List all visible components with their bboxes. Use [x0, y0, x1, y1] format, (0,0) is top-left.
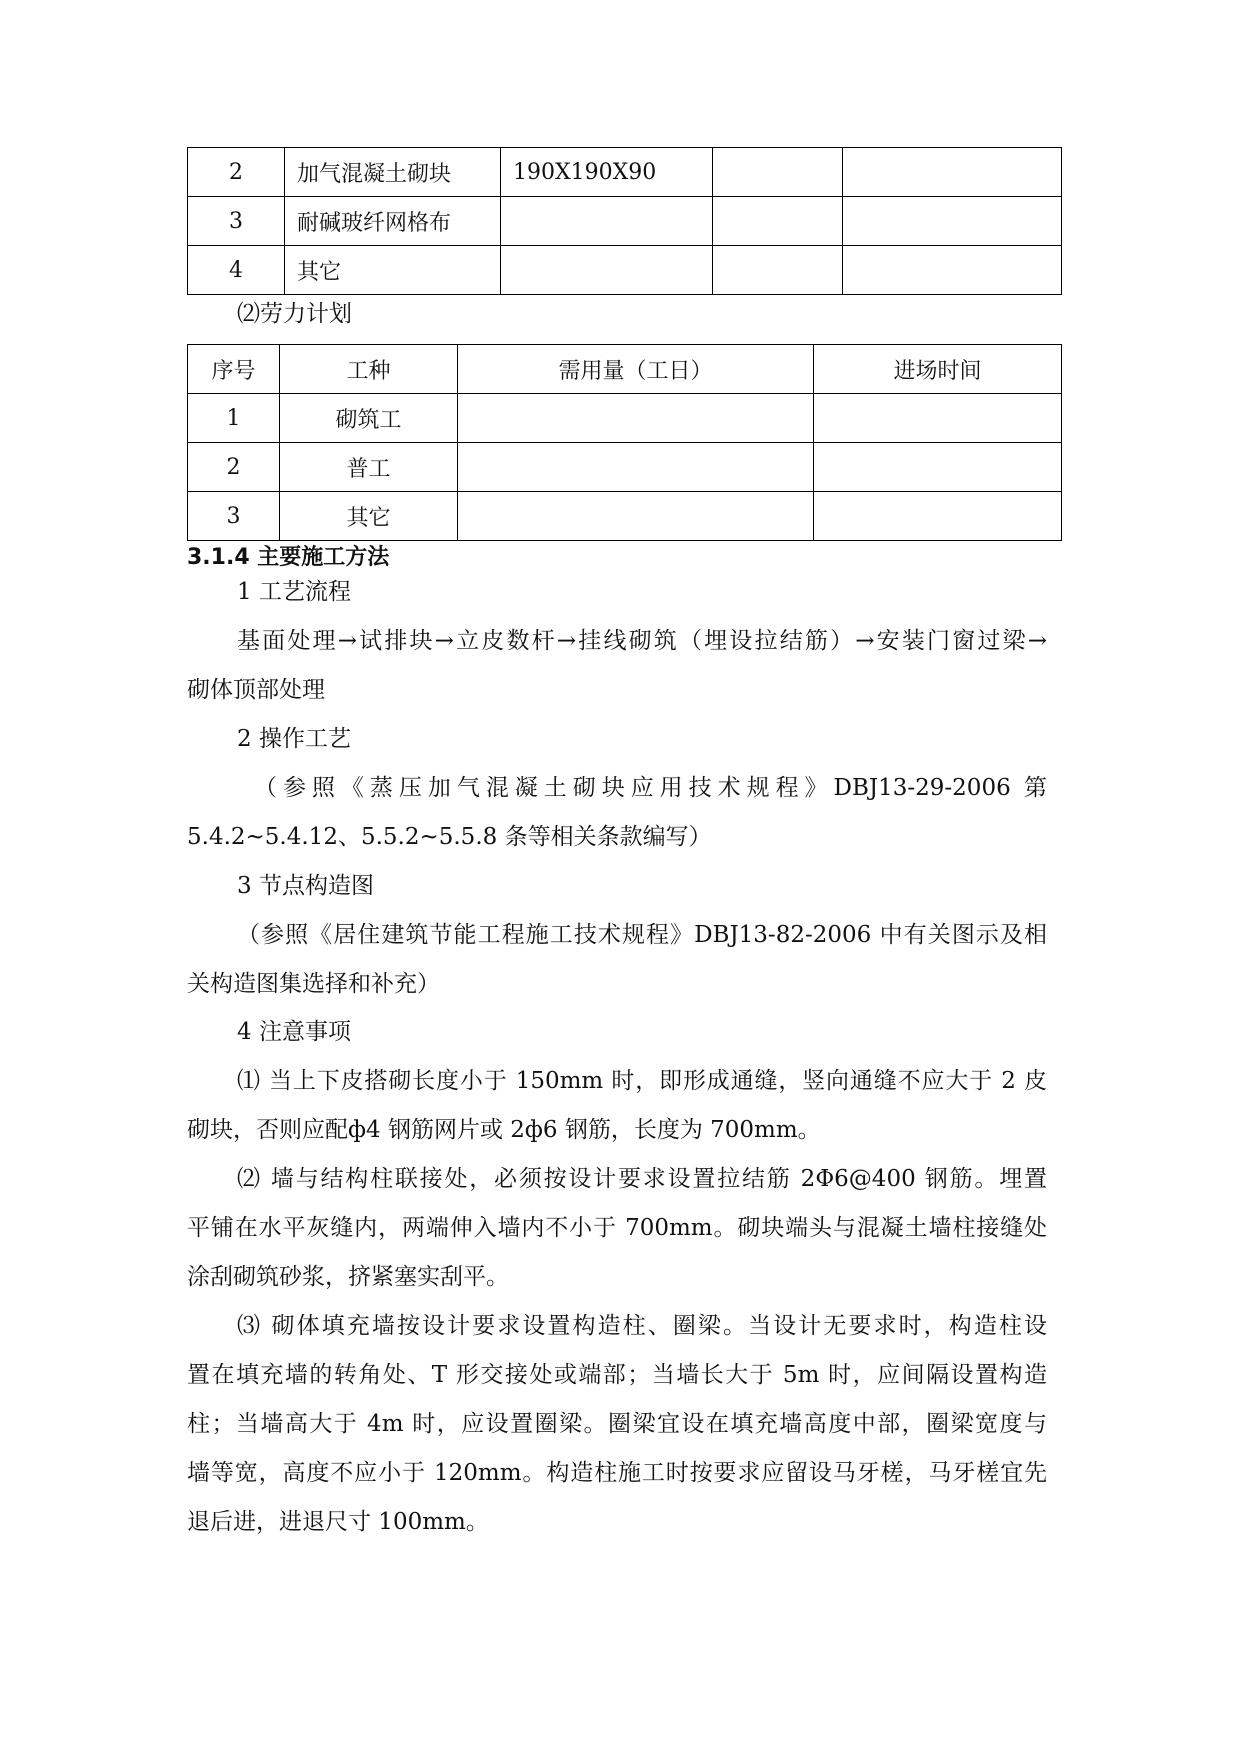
- table-row: [188, 492, 1062, 541]
- note-line: 柱；当墙高大于 4m 时，应设置圈梁。圈梁宜设在填充墙高度中部，圈梁宽度与: [187, 1411, 1047, 1437]
- table-header-row: [188, 345, 1062, 394]
- node-line: 关构造图集选择和补充）: [187, 971, 440, 997]
- node-title: 3 节点构造图: [237, 873, 374, 899]
- column-header: 需用量（工日）: [458, 345, 814, 394]
- column-header: 工种: [280, 345, 458, 394]
- table-row: [188, 246, 1062, 295]
- row-number: 4: [188, 246, 285, 295]
- table-cell: [843, 197, 1062, 246]
- note-line: ⑵ 墙与结构柱联接处，必须按设计要求设置拉结筋 2Φ6@400 钢筋。埋置: [237, 1166, 1047, 1192]
- section-heading: 3.1.4 主要施工方法: [187, 545, 390, 570]
- notes-title: 4 注意事项: [237, 1019, 351, 1045]
- node-line: （参照《居住建筑节能工程施工技术规程》DBJ13-82-2006 中有关图示及相: [237, 922, 1047, 948]
- operation-title: 2 操作工艺: [237, 726, 351, 752]
- table-cell: [713, 246, 843, 295]
- material-name: 加气混凝土砌块: [285, 148, 501, 197]
- material-spec: [501, 246, 713, 295]
- work-type: 砌筑工: [280, 394, 458, 443]
- table-cell: [458, 443, 814, 492]
- table-cell: [458, 394, 814, 443]
- note-line: 平铺在水平灰缝内，两端伸入墙内不小于 700mm。砌块端头与混凝土墙柱接缝处: [187, 1215, 1047, 1241]
- material-spec: 190X190X90: [501, 148, 713, 197]
- table-cell: [814, 394, 1062, 443]
- note-line: ⑴ 当上下皮搭砌长度小于 150mm 时，即形成通缝，竖向通缝不应大于 2 皮: [237, 1068, 1047, 1094]
- table-row: [188, 197, 1062, 246]
- note-line: 涂刮砌筑砂浆，挤紧塞实刮平。: [187, 1264, 509, 1290]
- labor-plan-table: [187, 344, 1062, 541]
- table-cell: [843, 148, 1062, 197]
- process-title: 1 工艺流程: [237, 579, 351, 605]
- row-number: 3: [188, 197, 285, 246]
- work-type: 其它: [280, 492, 458, 541]
- table-cell: [458, 492, 814, 541]
- note-line: ⑶ 砌体填充墙按设计要求设置构造柱、圈梁。当设计无要求时，构造柱设: [237, 1313, 1047, 1339]
- note-line: 砌块，否则应配ф4 钢筋网片或 2ф6 钢筋，长度为 700mm。: [187, 1117, 821, 1143]
- labor-plan-title: ⑵劳力计划: [237, 301, 352, 327]
- table-cell: [814, 492, 1062, 541]
- note-line: 墙等宽，高度不应小于 120mm。构造柱施工时按要求应留设马牙槎，马牙槎宜先: [187, 1460, 1047, 1486]
- column-header: 进场时间: [814, 345, 1062, 394]
- material-name: 其它: [285, 246, 501, 295]
- table-cell: [843, 246, 1062, 295]
- table-row: [188, 148, 1062, 197]
- material-spec: [501, 197, 713, 246]
- table-cell: [814, 443, 1062, 492]
- table-cell: [713, 148, 843, 197]
- table-cell: [713, 197, 843, 246]
- process-line: 基面处理→试排块→立皮数杆→挂线砌筑（埋设拉结筋）→安装门窗过梁→: [237, 628, 1047, 654]
- materials-table: [187, 147, 1062, 295]
- work-type: 普工: [280, 443, 458, 492]
- operation-line: （参照《蒸压加气混凝土砌块应用技术规程》DBJ13-29-2006 第: [254, 775, 1047, 801]
- table-row: [188, 443, 1062, 492]
- table-row: [188, 394, 1062, 443]
- material-name: 耐碱玻纤网格布: [285, 197, 501, 246]
- row-number: 2: [188, 443, 280, 492]
- note-line: 置在填充墙的转角处、T 形交接处或端部；当墙长大于 5m 时，应间隔设置构造: [187, 1362, 1047, 1388]
- row-number: 3: [188, 492, 280, 541]
- note-line: 退后进，进退尺寸 100mm。: [187, 1509, 489, 1535]
- column-header: 序号: [188, 345, 280, 394]
- operation-line: 5.4.2~5.4.12、5.5.2~5.5.8 条等相关条款编写）: [187, 824, 712, 850]
- row-number: 1: [188, 394, 280, 443]
- process-line: 砌体顶部处理: [187, 677, 325, 703]
- row-number: 2: [188, 148, 285, 197]
